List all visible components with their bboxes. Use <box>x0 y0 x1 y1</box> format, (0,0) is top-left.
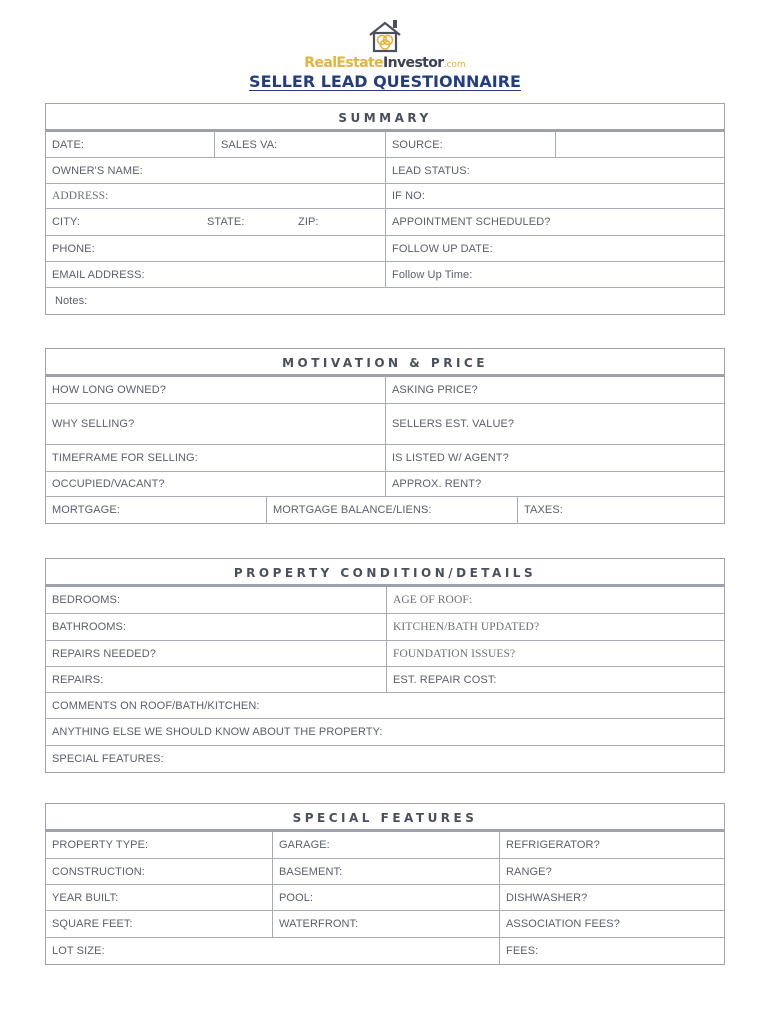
property-section <box>45 558 725 773</box>
table-row <box>46 262 724 288</box>
address-field[interactable]: ADDRESS: <box>52 190 109 202</box>
table-row <box>46 641 724 667</box>
square-feet-field[interactable]: SQUARE FEET: <box>52 918 133 930</box>
lead-status-field[interactable]: LEAD STATUS: <box>385 158 725 183</box>
features-section <box>45 803 725 965</box>
basement-field[interactable]: BASEMENT: <box>272 859 499 884</box>
follow-up-time-field[interactable]: Follow Up Time: <box>385 262 725 287</box>
table-row <box>46 614 724 641</box>
date-field[interactable]: DATE: <box>52 138 85 151</box>
table-row <box>46 158 724 184</box>
mortgage-balance-field[interactable]: MORTGAGE BALANCE/LIENS: <box>266 497 517 523</box>
occupied-field[interactable]: OCCUPIED/VACANT? <box>52 478 165 490</box>
fees-field[interactable]: FEES: <box>499 938 725 964</box>
zip-field[interactable]: ZIP: <box>298 216 319 228</box>
section-heading: PROPERTY CONDITION/DETAILS <box>46 559 724 587</box>
page-title: SELLER LEAD QUESTIONNAIRE <box>249 72 521 91</box>
mortgage-field[interactable]: MORTGAGE: <box>52 504 120 516</box>
sales-va-field[interactable]: SALES VA: <box>214 132 385 157</box>
section-heading: MOTIVATION & PRICE <box>46 349 724 377</box>
logo <box>0 18 770 73</box>
pool-field[interactable]: POOL: <box>272 885 499 910</box>
summary-section <box>45 103 725 315</box>
how-long-owned-field[interactable]: HOW LONG OWNED? <box>52 384 166 396</box>
table-row <box>46 885 724 911</box>
table-row <box>46 719 724 746</box>
table-row <box>46 746 724 772</box>
follow-up-date-field[interactable]: FOLLOW UP DATE: <box>385 236 725 261</box>
table-row <box>46 938 724 964</box>
sellers-est-value-field[interactable]: SELLERS EST. VALUE? <box>385 404 725 444</box>
table-row <box>46 184 724 209</box>
source-field[interactable]: SOURCE: <box>385 132 555 157</box>
table-row <box>46 445 724 472</box>
table-row <box>46 472 724 497</box>
taxes-field[interactable]: TAXES: <box>517 497 725 523</box>
bathrooms-field[interactable]: BATHROOMS: <box>52 621 127 633</box>
notes-field[interactable]: Notes: <box>55 295 88 307</box>
property-type-field[interactable]: PROPERTY TYPE: <box>52 839 149 851</box>
special-features-field[interactable]: SPECIAL FEATURES: <box>52 753 164 765</box>
source-value-field[interactable] <box>555 132 725 157</box>
house-icon <box>367 18 403 54</box>
table-row <box>46 832 724 859</box>
section-heading: SUMMARY <box>46 104 724 132</box>
table-row <box>46 132 724 158</box>
construction-field[interactable]: CONSTRUCTION: <box>52 865 145 878</box>
appointment-field[interactable]: APPOINTMENT SCHEDULED? <box>385 209 725 235</box>
table-row <box>46 859 724 885</box>
table-row <box>46 288 724 314</box>
table-row <box>46 911 724 938</box>
comments-field[interactable]: COMMENTS ON ROOF/BATH/KITCHEN: <box>52 699 260 712</box>
lot-size-field[interactable]: LOT SIZE: <box>52 945 105 957</box>
waterfront-field[interactable]: WATERFRONT: <box>272 911 499 937</box>
table-row <box>46 377 724 404</box>
bedrooms-field[interactable]: BEDROOMS: <box>52 594 121 606</box>
city-field[interactable]: CITY: <box>52 216 81 228</box>
timeframe-field[interactable]: TIMEFRAME FOR SELLING: <box>52 452 198 464</box>
logo-wordmark: RealEstateInvestor.com <box>304 55 466 71</box>
why-selling-field[interactable]: WHY SELLING? <box>52 418 135 430</box>
table-row <box>46 587 724 614</box>
state-field[interactable]: STATE: <box>207 216 245 228</box>
est-repair-cost-field[interactable]: EST. REPAIR COST: <box>386 667 725 692</box>
table-row <box>46 236 724 262</box>
table-row <box>46 667 724 693</box>
table-row <box>46 404 724 445</box>
range-field[interactable]: RANGE? <box>499 859 725 884</box>
email-field[interactable]: EMAIL ADDRESS: <box>52 268 145 281</box>
if-no-field[interactable]: IF NO: <box>385 184 725 208</box>
repairs-needed-field[interactable]: REPAIRS NEEDED? <box>52 647 156 660</box>
anything-else-field[interactable]: ANYTHING ELSE WE SHOULD KNOW ABOUT THE PROPERTY: <box>52 726 383 738</box>
approx-rent-field[interactable]: APPROX. RENT? <box>385 472 725 496</box>
kitchen-bath-field[interactable]: KITCHEN/BATH UPDATED? <box>386 614 725 640</box>
refrigerator-field[interactable]: REFRIGERATOR? <box>499 832 725 858</box>
owners-name-field[interactable]: OWNER'S NAME: <box>52 164 143 177</box>
motivation-section <box>45 348 725 524</box>
table-row <box>46 497 724 523</box>
foundation-field[interactable]: FOUNDATION ISSUES? <box>386 641 725 666</box>
table-row <box>46 209 724 236</box>
table-row <box>46 693 724 719</box>
repairs-field[interactable]: REPAIRS: <box>52 673 104 686</box>
is-listed-field[interactable]: IS LISTED W/ AGENT? <box>385 445 725 471</box>
age-of-roof-field[interactable]: AGE OF ROOF: <box>386 587 725 613</box>
dishwasher-field[interactable]: DISHWASHER? <box>499 885 725 910</box>
asking-price-field[interactable]: ASKING PRICE? <box>385 377 725 403</box>
garage-field[interactable]: GARAGE: <box>272 832 499 858</box>
phone-field[interactable]: PHONE: <box>52 242 95 255</box>
association-fees-field[interactable]: ASSOCIATION FEES? <box>499 911 725 937</box>
year-built-field[interactable]: YEAR BUILT: <box>52 891 119 904</box>
section-heading: SPECIAL FEATURES <box>46 804 724 832</box>
